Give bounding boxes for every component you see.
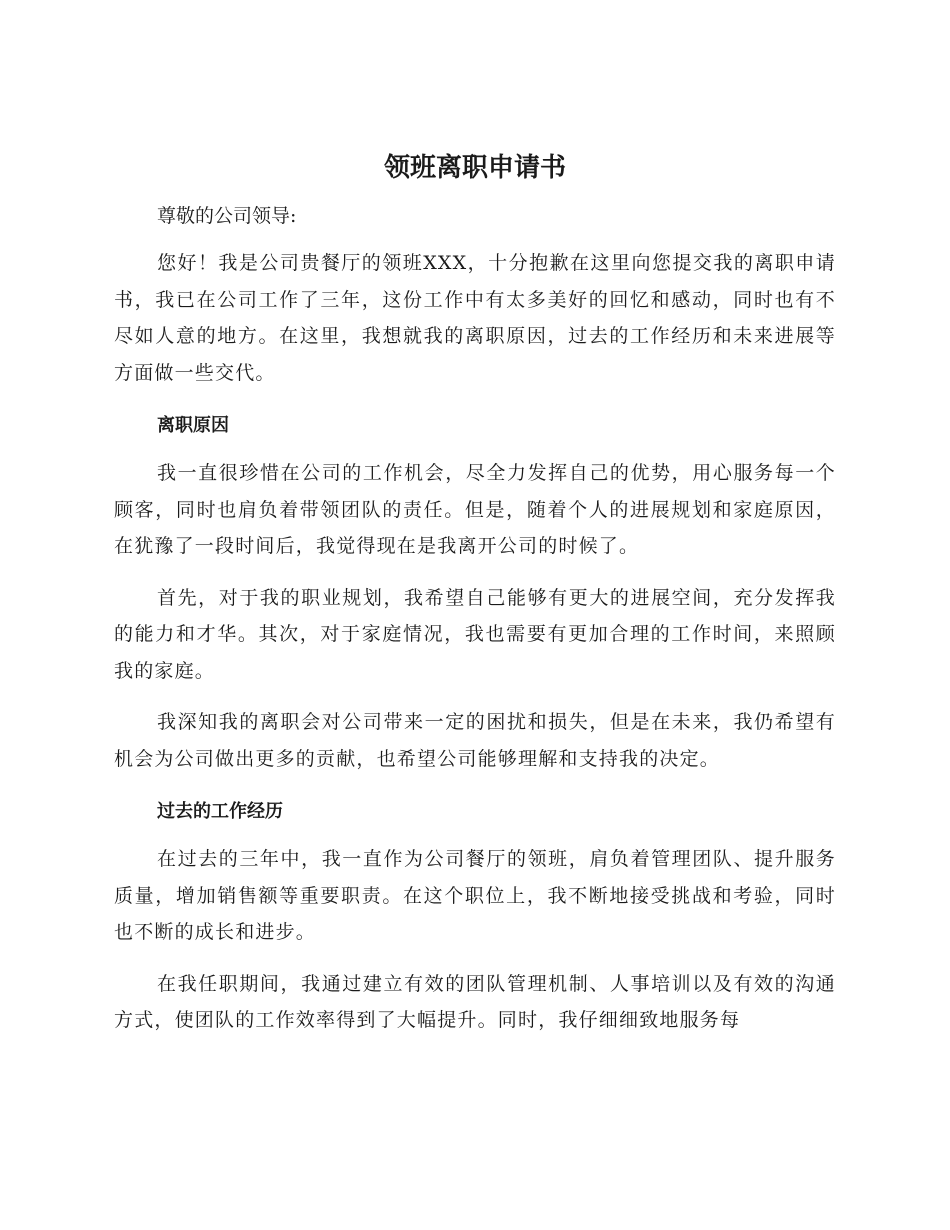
salutation: 尊敬的公司领导: xyxy=(157,205,297,227)
body-paragraph: 在我任职期间，我通过建立有效的团队管理机制、人事培训以及有效的沟通方式，使团队的工作效率得到了大幅提升。同时，我仔细细致地服务每 xyxy=(114,972,836,1031)
document-title: 领班离职申请书 xyxy=(383,153,566,183)
section-past-work-experience xyxy=(114,792,836,1039)
section-heading: 过去的工作经历 xyxy=(157,801,283,822)
intro-paragraph: 您好！我是公司贵餐厅的领班XXX，十分抱歉在这里向您提交我的离职申请书，我已在公司工作了三年，这份工作中有太多美好的回忆和感动，同时也有不尽如人意的地方。在这里，我想就我的离职原因，过去的工作经历和未来进展等方面做一些交代。 xyxy=(114,252,836,384)
section-heading: 离职原因 xyxy=(157,415,229,436)
body-paragraph: 我深知我的离职会对公司带来一定的困扰和损失，但是在未来，我仍希望有机会为公司做出更多的贡献，也希望公司能够理解和支持我的决定。 xyxy=(114,711,836,770)
document-body xyxy=(114,150,836,1054)
body-paragraph: 首先，对于我的职业规划，我希望自己能够有更大的进展空间，充分发挥我的能力和才华。其次，对于家庭情况，我也需要有更加合理的工作时间，来照顾我的家庭。 xyxy=(114,586,836,682)
body-paragraph: 在过去的三年中，我一直作为公司餐厅的领班，肩负着管理团队、提升服务质量，增加销售额等重要职责。在这个职位上，我不断地接受挑战和考验，同时也不断的成长和进步。 xyxy=(114,848,836,943)
body-paragraph: 我一直很珍惜在公司的工作机会，尽全力发挥自己的优势，用心服务每一个顾客，同时也肩负着带领团队的责任。但是，随着个人的进展规划和家庭原因，在犹豫了一段时间后，我觉得现在是我离开公司的时候了。 xyxy=(114,462,836,557)
section-resignation-reason xyxy=(114,406,836,777)
